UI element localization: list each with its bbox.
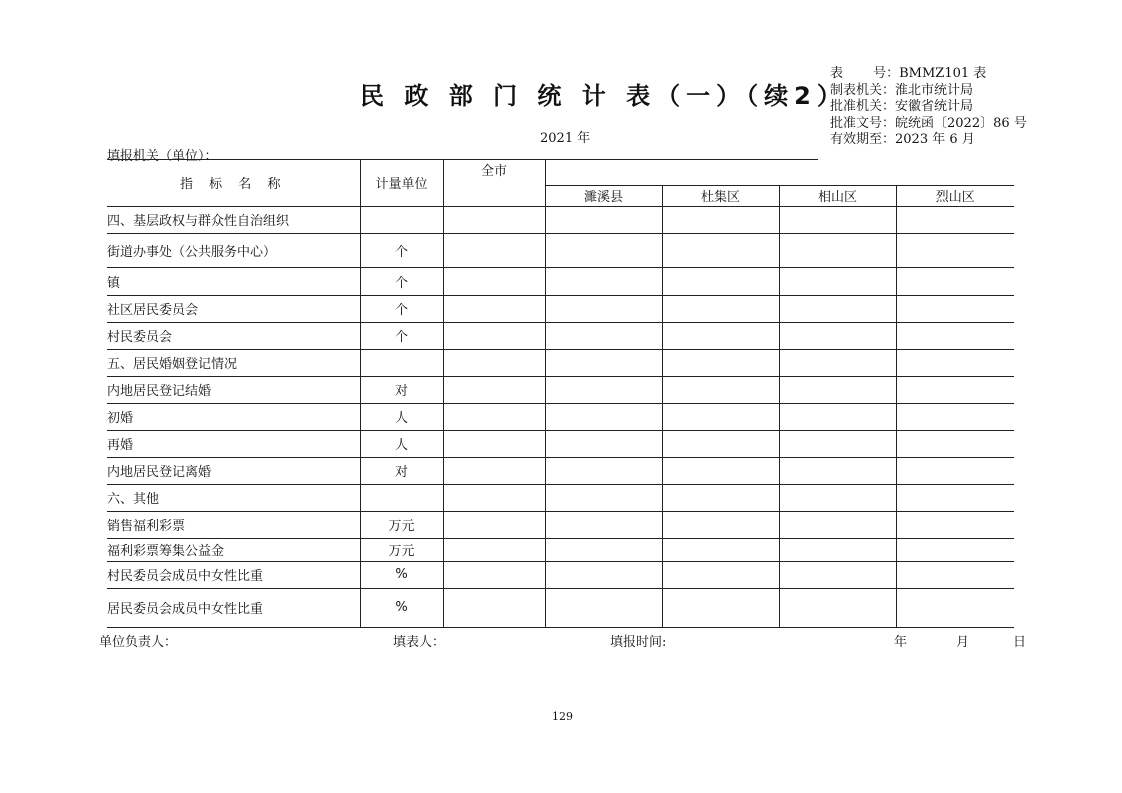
cell-city-total [443,561,545,588]
indicator-unit: 个 [360,267,443,295]
cell-region [896,295,1014,322]
issuing-authority: 制表机关：淮北市统计局 [830,82,974,98]
cell-region [662,588,779,627]
indicator-name: 六、其他 [107,484,360,511]
cell-region [779,588,896,627]
indicator-unit: 个 [360,295,443,322]
cell-city-total [443,588,545,627]
indicator-unit: 个 [360,322,443,349]
table-row [107,267,1014,295]
cell-city-total [443,457,545,484]
table-row [107,295,1014,322]
cell-region [779,511,896,538]
fill-date-label: 填报时间: [610,635,667,650]
cell-region [779,403,896,430]
cell-region [662,322,779,349]
table-row [107,588,1014,627]
cell-region [896,538,1014,561]
indicator-unit: 个 [360,233,443,267]
page-number: 129 [552,710,573,723]
cell-region [779,233,896,267]
cell-city-total [443,295,545,322]
table-row [107,484,1014,511]
cell-region [896,206,1014,233]
cell-region [662,376,779,403]
cell-region [545,322,662,349]
cell-region [779,349,896,376]
indicator-name: 销售福利彩票 [107,511,360,538]
indicator-unit: 对 [360,457,443,484]
form-number: 表 号：BMMZ101 表 [830,66,987,81]
valid-until: 有效期至：2023 年 6 月 [830,132,975,147]
cell-region [662,511,779,538]
cell-region [545,457,662,484]
cell-region [545,267,662,295]
indicator-name: 内地居民登记结婚 [107,376,360,403]
cell-region [896,403,1014,430]
table-row [107,511,1014,538]
cell-region [545,206,662,233]
cell-region [545,430,662,457]
cell-region [779,457,896,484]
indicator-name: 村民委员会 [107,322,360,349]
cell-region [662,267,779,295]
indicator-name: 街道办事处（公共服务中心） [107,233,360,267]
table-row [107,206,1014,233]
header-unit: 计量单位 [360,160,443,206]
cell-city-total [443,403,545,430]
header-region: 烈山区 [896,185,1014,206]
cell-city-total [443,376,545,403]
header-region: 濉溪县 [545,185,662,206]
table-row [107,457,1014,484]
table-row [107,538,1014,561]
cell-city-total [443,206,545,233]
table-row [107,561,1014,588]
cell-region [545,561,662,588]
cell-region [896,561,1014,588]
cell-region [662,538,779,561]
unit-head-label: 单位负责人： [99,635,178,650]
cell-city-total [443,322,545,349]
table-row [107,403,1014,430]
cell-region [896,430,1014,457]
indicator-unit [360,349,443,376]
cell-region [896,376,1014,403]
indicator-name: 五、居民婚姻登记情况 [107,349,360,376]
cell-region [779,206,896,233]
indicator-unit: 万元 [360,538,443,561]
header-region: 杜集区 [662,185,779,206]
cell-city-total [443,430,545,457]
cell-region [662,233,779,267]
indicator-unit: 人 [360,430,443,457]
indicator-name: 村民委员会成员中女性比重 [107,561,360,588]
indicator-name: 四、基层政权与群众性自治组织 [107,206,360,233]
cell-region [545,349,662,376]
cell-region [779,376,896,403]
table-row [107,322,1014,349]
cell-region [779,267,896,295]
table-row [107,349,1014,376]
indicator-unit: % [360,588,443,627]
indicator-name: 镇 [107,267,360,295]
header-region: 相山区 [779,185,896,206]
indicator-unit: 万元 [360,511,443,538]
cell-region [662,484,779,511]
reporting-unit-label: 填报机关（单位）： [107,149,218,164]
indicator-name: 福利彩票筹集公益金 [107,538,360,561]
cell-region [545,233,662,267]
cell-region [896,588,1014,627]
cell-region [662,206,779,233]
preparer-label: 填表人： [393,635,446,650]
cell-region [896,484,1014,511]
table-row [107,233,1014,267]
cell-region [545,484,662,511]
cell-region [662,561,779,588]
cell-region [545,403,662,430]
cell-city-total [443,267,545,295]
cell-region [545,511,662,538]
date-day-label: 日 [1013,635,1027,650]
cell-city-total [443,538,545,561]
cell-region [896,233,1014,267]
cell-region [896,457,1014,484]
table-row [107,376,1014,403]
cell-region [779,295,896,322]
statistics-table [107,160,1014,628]
indicator-name: 社区居民委员会 [107,295,360,322]
indicator-name: 内地居民登记离婚 [107,457,360,484]
cell-region [779,322,896,349]
report-year: 2021 年 [540,131,591,146]
cell-region [896,511,1014,538]
cell-region [662,295,779,322]
indicator-unit: 人 [360,403,443,430]
cell-city-total [443,349,545,376]
cell-city-total [443,233,545,267]
date-month-label: 月 [956,635,970,650]
indicator-unit [360,484,443,511]
date-year-label: 年 [894,635,908,650]
page-title: 民 政 部 门 统 计 表（一）（续2） [360,82,847,110]
cell-region [662,457,779,484]
approval-document-number: 批准文号：皖统函〔2022〕86 号 [830,115,1027,131]
cell-region [779,538,896,561]
indicator-unit: % [360,561,443,588]
header-indicator-name: 指 标 名 称 [107,160,360,206]
cell-region [545,295,662,322]
indicator-name: 初婚 [107,403,360,430]
cell-region [779,430,896,457]
cell-region [779,484,896,511]
indicator-name: 居民委员会成员中女性比重 [107,588,360,627]
approving-authority: 批准机关：安徽省统计局 [830,99,974,114]
cell-region [896,267,1014,295]
cell-region [896,349,1014,376]
cell-city-total [443,511,545,538]
cell-region [662,349,779,376]
signature-line [99,631,1027,650]
cell-city-total [443,484,545,511]
form-metadata [830,66,1027,149]
cell-region [662,430,779,457]
header-city-total: 全市 [443,160,545,206]
header-region-group [545,160,1014,185]
table-row [107,430,1014,457]
indicator-unit [360,206,443,233]
indicator-name: 再婚 [107,430,360,457]
cell-region [545,376,662,403]
cell-region [545,588,662,627]
cell-region [896,322,1014,349]
cell-region [662,403,779,430]
cell-region [545,538,662,561]
cell-region [779,561,896,588]
indicator-unit: 对 [360,376,443,403]
